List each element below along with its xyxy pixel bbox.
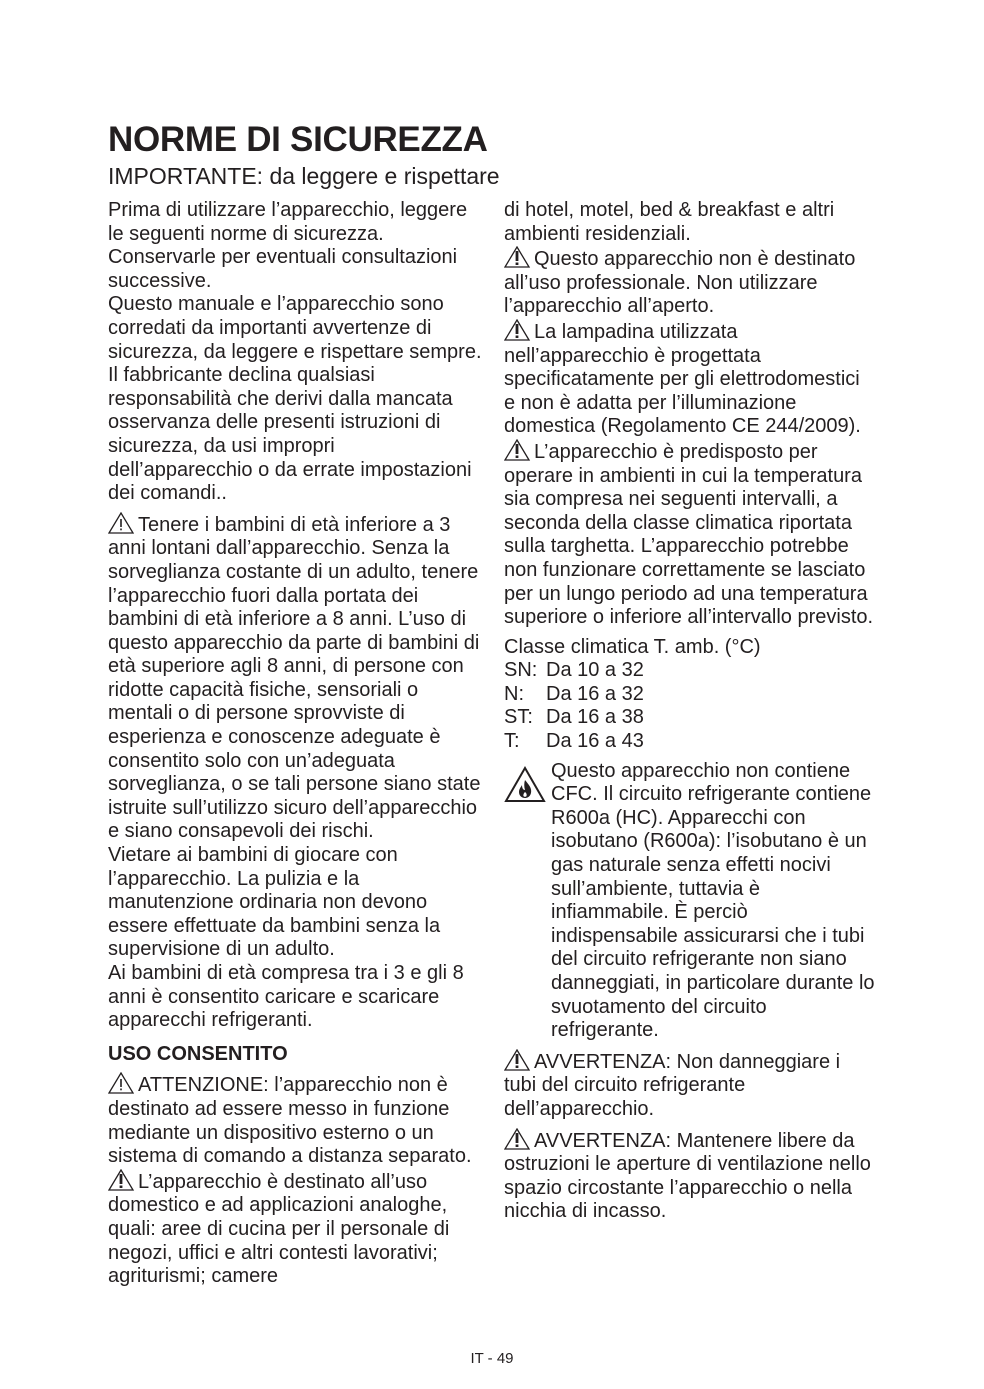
children-warning-text: Tenere i bambini di età inferiore a 3 anni lontani dall’apparecchio. Senza la sorveglianza costante di un adulto, tenere l’apparecchio fuori dalla portata dei bambini di età inferiore a 8 anni. L’uso di questo apparecchio da parte di bambini di età superiore agli 8 anni, di persone con ridotte capacità fisiche, sensoriali o mentali o di persone sprovviste di esperienza e conoscenze adeguate è consentito solo con un’adeguata sorveglianza, o se tali persone siano state istruite sull’utilizzo sicuro dell’apparecchio e siano consapevoli dei rischi. [108,513,481,843]
climate-row [504,706,876,730]
children-warning [108,512,483,844]
flammable-warning [504,760,876,1043]
cfc-text: Questo apparecchio non contiene CFC. Il circuito refrigerante contiene R600a (HC). Apparecchi con isobutano (R600a): l’isobutano è un gas naturale senza effetti nocivi sull’ambiente, tuttavia è infiammabile. È perciò indispensabile assicurarsi che i tubi del circuito refrigerante non siano danneggiati, in particolare durante lo svuotamento del circuito refrigerante. [551,759,875,1042]
climate-range: Da 16 a 38 [546,706,644,729]
page-title: NORME DI SICUREZZA [108,120,488,159]
avvertenza-ventilation [504,1128,876,1224]
climate-code: SN: [504,659,538,682]
attenzione-text: ATTENZIONE: l’apparecchio non è destinato ad essere messo in funzione mediante un dispositivo esterno o un sistema di comando a distanza separato. [108,1074,472,1168]
climate-heading: Classe climatica T. amb. (°C) [504,635,761,658]
play-paragraph: Vietare ai bambini di giocare con l’apparecchio. La pulizia e la manutenzione ordinaria non devono essere effettuate da bambini senza la supervisione di un adulto. [108,844,441,961]
domestic-use-text-start: L’apparecchio è destinato all’uso domestico e ad applicazioni analoghe, quali: aree di cucina per il personale di negozi, uffici e altri contesti lavorativi; agriturismi; camere [108,1170,450,1288]
exclamation-warning-icon [504,246,534,268]
page-subtitle: IMPORTANTE: da leggere e rispettare [108,163,500,189]
load-paragraph: Ai bambini di età compresa tra i 3 e gli 8 anni è consentito caricare e scaricare apparecchi refrigeranti. [108,962,464,1032]
lamp-text: La lampadina utilizzata nell’apparecchio è progettata specificatamente per gli elettrodomestici e non è adatta per l’illuminazione domestica (Regolamento CE 244/2009). [504,320,861,438]
page-number: IT - 49 [470,1350,514,1367]
exclamation-warning-icon [108,1169,138,1191]
avvertenza-pipes [504,1049,876,1122]
flammable-icon [504,766,546,804]
climate-table [504,659,876,753]
warning-icon [108,1072,138,1094]
climate-row [504,730,876,754]
ambient-text: L’apparecchio è predisposto per operare in ambienti in cui la temperatura sia compresa nei seguenti intervalli, a seconda della classe climatica riportata sulla targhetta. L’apparecchio potrebbe non funzionare correttamente se lasciato per un lungo periodo ad una temperatura superiore o inferiore all’intervallo previsto. [504,440,874,629]
exclamation-warning-icon [504,1128,534,1150]
climate-range: Da 16 a 32 [546,682,644,705]
climate-range: Da 16 a 43 [546,730,644,753]
left-column [108,199,483,1289]
climate-code: T: [504,730,520,753]
avvertenza-pipes-text: AVVERTENZA: Non danneggiare i tubi del circuito refrigerante dell’apparecchio. [504,1050,841,1120]
intro-paragraph: Prima di utilizzare l’apparecchio, leggere le seguenti norme di sicurezza. Conservarle per eventuali consultazioni successive. [108,199,468,292]
exclamation-warning-icon [504,1049,534,1071]
uso-consentito-heading: USO CONSENTITO [108,1042,288,1065]
ambient-warning [504,439,876,630]
lamp-warning [504,319,876,439]
right-column [504,199,876,1224]
avvertenza-ventilation-text: AVVERTENZA: Mantenere libere da ostruzioni le aperture di ventilazione nello spazio circostante l’apparecchio o nella nicchia di incasso. [504,1129,871,1223]
professional-text: Questo apparecchio non è destinato all’uso professionale. Non utilizzare l’apparecchio all’aperto. [504,248,856,318]
domestic-use-text-end: di hotel, motel, bed & breakfast e altri ambienti residenziali. [504,199,835,245]
exclamation-warning-icon [504,439,534,461]
manual-paragraph: Questo manuale e l’apparecchio sono corredati da importanti avvertenze di sicurezza, da leggere e rispettare sempre. Il fabbricante declina qualsiasi responsabilità che derivi dalla mancata osservanza delle presenti istruzioni di sicurezza, da usi impropri dell’apparecchio o da errate impostazioni dei comandi.. [108,293,482,505]
climate-row [504,659,876,683]
climate-range: Da 10 a 32 [546,659,644,682]
climate-row [504,683,876,707]
warning-icon [108,512,138,534]
climate-code: ST: [504,706,533,729]
climate-code: N: [504,682,524,705]
attenzione-warning [108,1072,483,1168]
professional-warning [504,246,876,319]
exclamation-warning-icon [504,319,534,341]
domestic-use-warning [108,1169,483,1289]
